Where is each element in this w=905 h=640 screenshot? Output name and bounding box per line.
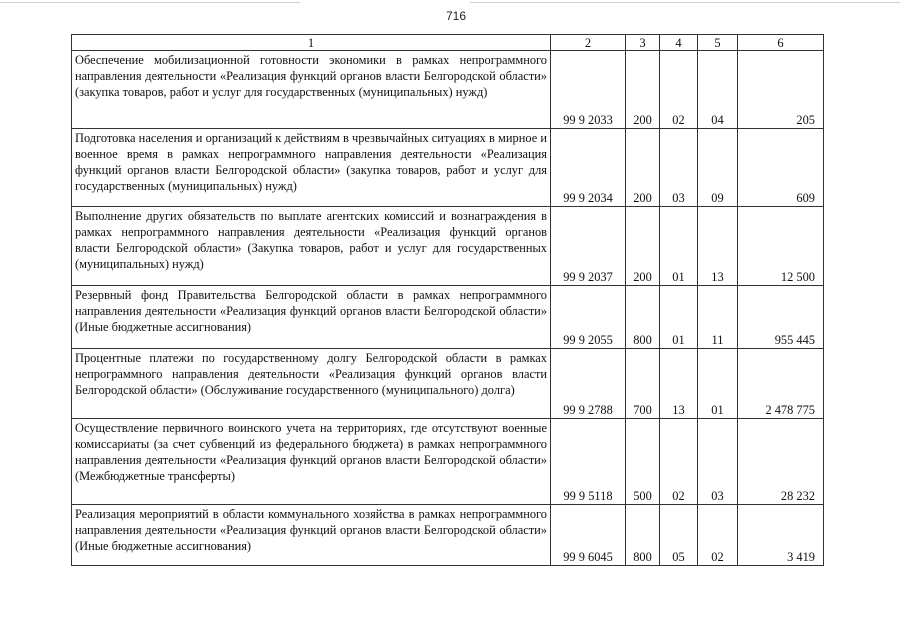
row-amount: 3 419: [738, 505, 824, 566]
row-section: 03: [660, 129, 698, 207]
row-section: 13: [660, 349, 698, 419]
row-type: 200: [626, 129, 660, 207]
row-section: 01: [660, 286, 698, 349]
row-amount: 2 478 775: [738, 349, 824, 419]
scan-artifact-line: [0, 2, 300, 3]
row-type: 700: [626, 349, 660, 419]
row-code: 99 9 2788: [551, 349, 626, 419]
column-header-type: 3: [626, 35, 660, 51]
row-code: 99 9 2033: [551, 51, 626, 129]
column-header-amount: 6: [738, 35, 824, 51]
row-amount: 955 445: [738, 286, 824, 349]
row-subsection: 13: [698, 207, 738, 286]
row-subsection: 09: [698, 129, 738, 207]
row-code: 99 9 2037: [551, 207, 626, 286]
row-type: 500: [626, 419, 660, 505]
row-section: 01: [660, 207, 698, 286]
row-code: 99 9 2034: [551, 129, 626, 207]
row-amount: 609: [738, 129, 824, 207]
column-header-code: 2: [551, 35, 626, 51]
row-subsection: 04: [698, 51, 738, 129]
row-amount: 12 500: [738, 207, 824, 286]
row-description: Обеспечение мобилизационной готовности экономики в рамках непрограммного направления деятельности «Реализация функций органов власти Белгородской области» (закупка товаров, работ и услуг для государственных (муниципальных) нужд): [72, 51, 551, 129]
page-number: 716: [446, 9, 467, 23]
row-description: Выполнение других обязательств по выплате агентских комиссий и вознаграждения в рамках непрограммного направления деятельности «Реализация функций органов власти Белгородской области» (Закупка товаров, работ и услуг для государственных (муниципальных) нужд): [72, 207, 551, 286]
row-description: Процентные платежи по государственному долгу Белгородской области в рамках непрограммного направления деятельности «Реализация функций органов власти Белгородской области» (Обслуживание государственного (муниципального) долга): [72, 349, 551, 419]
table-row: [72, 286, 824, 349]
row-section: 05: [660, 505, 698, 566]
column-header-section: 4: [660, 35, 698, 51]
row-type: 200: [626, 51, 660, 129]
row-description: Реализация мероприятий в области коммунального хозяйства в рамках непрограммного направления деятельности «Реализация функций органов власти Белгородской области» (Иные бюджетные ассигнования): [72, 505, 551, 566]
budget-table: [71, 34, 824, 566]
row-section: 02: [660, 419, 698, 505]
row-code: 99 9 5118: [551, 419, 626, 505]
row-description: Подготовка населения и организаций к действиям в чрезвычайных ситуациях в мирное и военное время в рамках непрограммного направления деятельности «Реализация функций органов власти Белгородской области» (закупка товаров, работ и услуг для государственных (муниципальных) нужд): [72, 129, 551, 207]
scan-artifact-line: [470, 2, 900, 3]
row-description: Осуществление первичного воинского учета на территориях, где отсутствуют военные комиссариаты (за счет субвенций из федерального бюджета) в рамках непрограммного направления деятельности «Реализация функций органов власти Белгородской области» (Межбюджетные трансферты): [72, 419, 551, 505]
row-amount: 205: [738, 51, 824, 129]
row-type: 800: [626, 505, 660, 566]
table-row: [72, 419, 824, 505]
column-header-description: 1: [72, 35, 551, 51]
row-section: 02: [660, 51, 698, 129]
table-row: [72, 207, 824, 286]
table-row: [72, 349, 824, 419]
row-amount: 28 232: [738, 419, 824, 505]
row-subsection: 02: [698, 505, 738, 566]
table-row: [72, 51, 824, 129]
header-row: [72, 35, 824, 51]
table-row: [72, 129, 824, 207]
row-code: 99 9 6045: [551, 505, 626, 566]
row-code: 99 9 2055: [551, 286, 626, 349]
row-subsection: 11: [698, 286, 738, 349]
column-header-subsection: 5: [698, 35, 738, 51]
row-type: 200: [626, 207, 660, 286]
row-subsection: 03: [698, 419, 738, 505]
row-type: 800: [626, 286, 660, 349]
table-row: [72, 505, 824, 566]
row-subsection: 01: [698, 349, 738, 419]
row-description: Резервный фонд Правительства Белгородской области в рамках непрограммного направления деятельности «Реализация функций органов власти Белгородской области» (Иные бюджетные ассигнования): [72, 286, 551, 349]
